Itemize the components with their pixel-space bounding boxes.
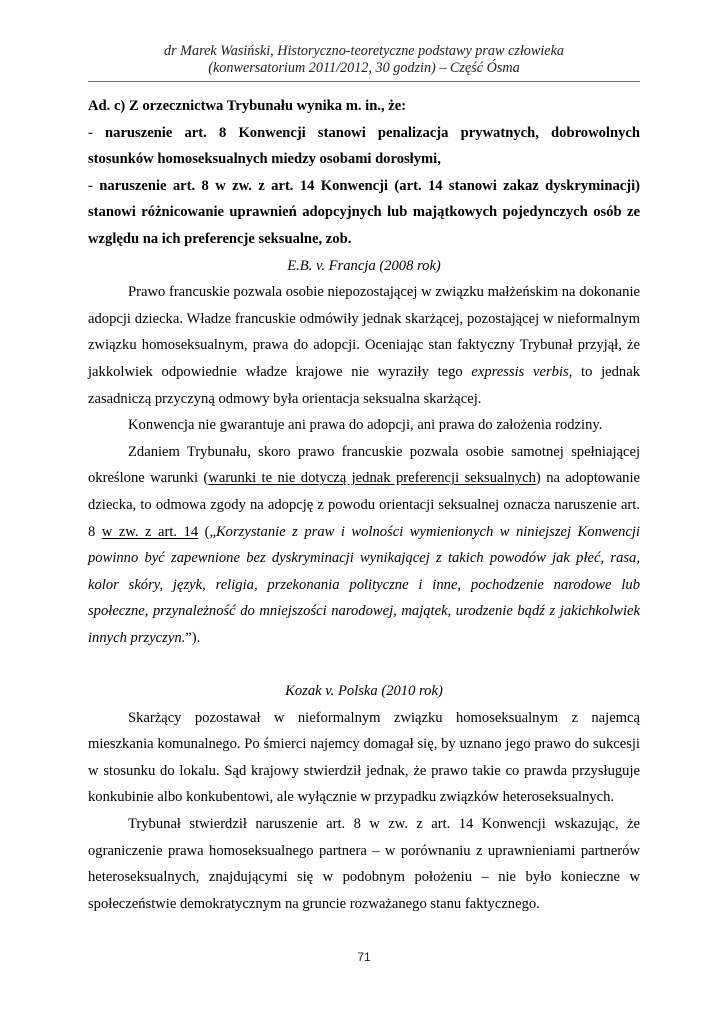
page-number: 71 <box>357 950 371 964</box>
document-body <box>88 93 640 917</box>
case-title-kozak-v-poland: Kozak v. Polska (2010 rok) <box>285 683 443 700</box>
case1-paragraph-2: Konwencja nie gwarantuje ani prawa do adopcji, ani prawa do założenia rodziny. <box>128 417 603 434</box>
header-author-title: dr Marek Wasiński, Historyczno-teoretyczne podstawy praw człowieka <box>164 43 564 59</box>
case1-p3-text-b: ) na adoptowanie dziecka, to odmowa zgody na adopcję z powodu orientacji seksualnej oznacza naruszenie art. 8 <box>88 470 640 540</box>
case1-p3-underline-art14: w zw. z art. 14 <box>101 523 199 540</box>
case1-p3-underline-conditions: warunki te nie dotyczą jednak preferencji seksualnych <box>208 470 536 487</box>
case1-paragraph-3 <box>88 439 640 652</box>
case1-p3-text-end: ”). <box>185 629 201 646</box>
case1-p1-latin-term: expressis verbis <box>471 363 569 380</box>
running-header <box>88 43 640 77</box>
paragraph-spacer <box>88 651 640 678</box>
header-course-info: (konwersatorium 2011/2012, 30 godzin) – Część Ósma <box>208 60 520 76</box>
document-page <box>88 0 640 1024</box>
case1-p3-text-a: Zdaniem Trybunału, skoro prawo francuskie pozwala osobie samotnej spełniającej określone warunki ( <box>88 443 640 487</box>
case1-p1-text-b: , to jednak zasadniczą przyczyną odmowy była orientacja seksualna skarżącej. <box>88 363 640 407</box>
section-heading: Ad. c) Z orzecznictwa Trybunału wynika m. in., że: <box>88 98 407 114</box>
jurisprudence-point-2: - naruszenie art. 8 w zw. z art. 14 Konwencji (art. 14 stanowi zakaz dyskryminacji) stanowi różnicowanie uprawnień adopcyjnych lub majątkowych pojedynczych osób ze względu na ich preferencje seksualne, zob. <box>88 177 640 247</box>
header-divider <box>88 81 640 82</box>
jurisprudence-point-1: - naruszenie art. 8 Konwencji stanowi penalizacja prywatnych, dobrowolnych stosunków homoseksualnych miedzy osobami dorosłymi, <box>88 124 640 168</box>
case-title-eb-v-france: E.B. v. Francja (2008 rok) <box>287 257 441 274</box>
case1-paragraph-1 <box>88 279 640 412</box>
case1-p1-text-a: Prawo francuskie pozwala osobie niepozostającej w związku małżeńskim na dokonanie adopcji dziecka. Władze francuskie odmówiły jednak skarżącej, pozostającej w nieformalnym związku homoseksualnym, prawa do adopcji. Oceniając stan faktyczny Trybunał przyjął, że jakkolwiek odpowiednie władze krajowe nie wyraziły tego <box>88 284 640 380</box>
case2-paragraph-1: Skarżący pozostawał w nieformalnym związku homoseksualnym z najemcą mieszkania komunalnego. Po śmierci najemcy domagał się, by uznano jego prawo do sukcesji w stosunku do lokalu. Sąd krajowy stwierdził jednak, że prawo takie co prawda przysługuje konkubinie albo konkubentowi, ale wyłącznie w przypadku związków heteroseksualnych. <box>88 709 640 806</box>
case2-paragraph-2: Trybunał stwierdził naruszenie art. 8 w zw. z art. 14 Konwencji wskazując, że ograniczenie prawa homoseksualnego partnera – w porównaniu z uprawnieniami partnerów heteroseksualnych, znajdującymi się w podobnym położeniu – nie było konieczne w społeczeństwie demokratycznym na gruncie rozważanego stanu faktycznego. <box>88 816 640 912</box>
case1-p3-text-c: („ <box>198 523 216 540</box>
case1-p3-art14-quote: Korzystanie z praw i wolności wymienionych w niniejszej Konwencji powinno być zapewnione bez dyskryminacji wynikającej z takich powodów jak płeć, rasa, kolor skóry, język, religia, przekonania polityczne i inne, pochodzenie narodowe lub społeczne, przynależność do mniejszości narodowej, majątek, urodzenie bądź z jakichkolwiek innych przyczyn. <box>88 523 640 646</box>
